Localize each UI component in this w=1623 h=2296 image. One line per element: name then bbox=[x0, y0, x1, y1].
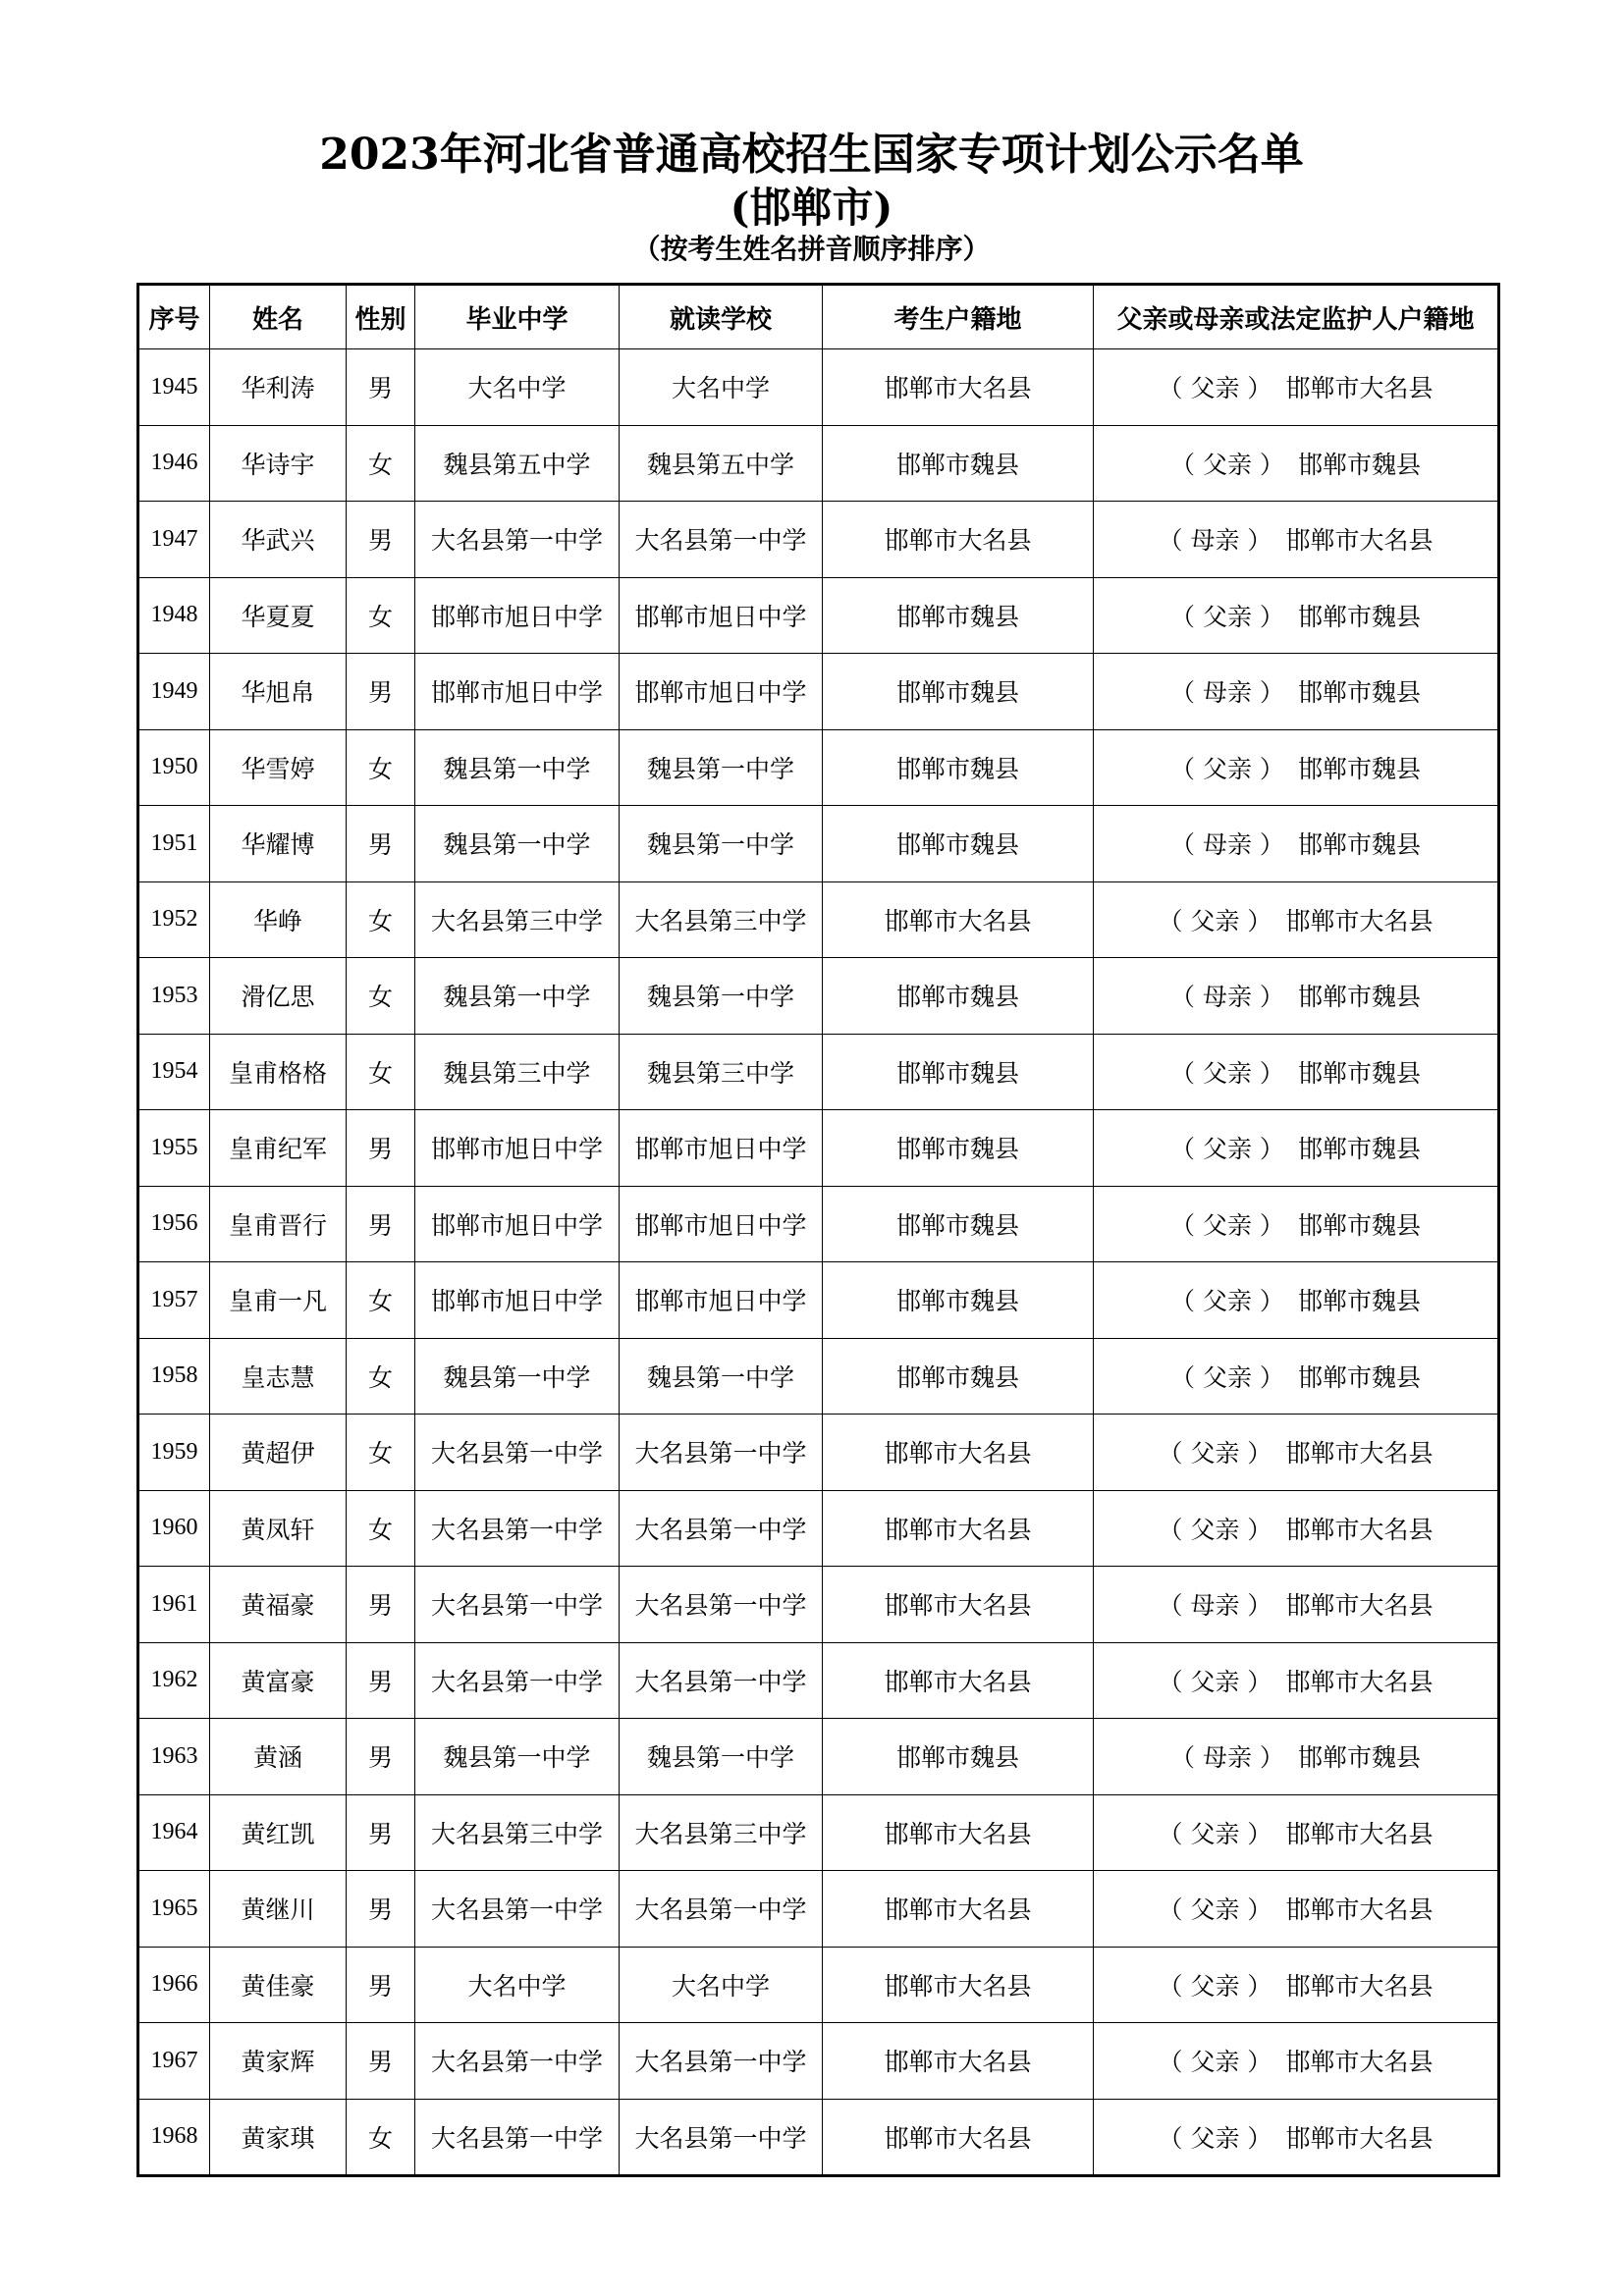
cell-graduation-school: 大名县第一中学 bbox=[415, 2099, 620, 2176]
guardian-hukou-place: 邯郸市魏县 bbox=[1297, 830, 1421, 860]
table-row bbox=[138, 958, 1499, 1035]
cell-student-hukou: 邯郸市大名县 bbox=[823, 1947, 1094, 2023]
guardian-relation: （ 母亲 ） bbox=[1158, 1591, 1272, 1621]
cell-name: 皇甫晋行 bbox=[210, 1186, 347, 1262]
guardian-relation: （ 母亲 ） bbox=[1170, 983, 1284, 1012]
guardian-relation: （ 父亲 ） bbox=[1170, 1362, 1284, 1392]
cell-guardian-hukou bbox=[1094, 425, 1499, 502]
guardian-hukou-place: 邯郸市魏县 bbox=[1297, 602, 1421, 631]
cell-student-hukou: 邯郸市大名县 bbox=[823, 2099, 1094, 2176]
cell-name: 黄福豪 bbox=[210, 1567, 347, 1643]
document-title: 2023年河北省普通高校招生国家专项计划公示名单 bbox=[319, 130, 1304, 180]
cell-graduation-school: 大名中学 bbox=[415, 1947, 620, 2023]
guardian-hukou-place: 邯郸市魏县 bbox=[1297, 1287, 1421, 1316]
table-row bbox=[138, 1415, 1499, 1491]
cell-graduation-school: 大名县第一中学 bbox=[415, 1871, 620, 1948]
guardian-hukou-place: 邯郸市魏县 bbox=[1297, 678, 1421, 708]
guardian-hukou-place: 邯郸市大名县 bbox=[1285, 2048, 1434, 2077]
table-row bbox=[138, 502, 1499, 578]
cell-guardian-hukou bbox=[1094, 1110, 1499, 1187]
cell-name: 华耀博 bbox=[210, 806, 347, 882]
guardian-relation: （ 母亲 ） bbox=[1170, 1743, 1284, 1773]
cell-current-school: 邯郸市旭日中学 bbox=[620, 577, 823, 654]
cell-name: 皇甫格格 bbox=[210, 1034, 347, 1110]
guardian-hukou-place: 邯郸市大名县 bbox=[1285, 1819, 1434, 1848]
cell-serial: 1947 bbox=[138, 502, 210, 578]
cell-serial: 1967 bbox=[138, 2023, 210, 2100]
cell-serial: 1952 bbox=[138, 881, 210, 958]
cell-current-school: 魏县第一中学 bbox=[620, 1338, 823, 1415]
cell-serial: 1953 bbox=[138, 958, 210, 1035]
cell-graduation-school: 魏县第一中学 bbox=[415, 1719, 620, 1795]
guardian-hukou-place: 邯郸市大名县 bbox=[1285, 374, 1434, 403]
cell-student-hukou: 邯郸市魏县 bbox=[823, 958, 1094, 1035]
document-sort-note: （按考生姓名拼音顺序排序） bbox=[632, 233, 991, 265]
cell-student-hukou: 邯郸市大名县 bbox=[823, 1794, 1094, 1871]
cell-name: 黄家辉 bbox=[210, 2023, 347, 2100]
cell-name: 黄佳豪 bbox=[210, 1947, 347, 2023]
guardian-relation: （ 母亲 ） bbox=[1170, 678, 1284, 708]
cell-gender: 男 bbox=[347, 1642, 415, 1719]
cell-graduation-school: 大名县第一中学 bbox=[415, 1567, 620, 1643]
guardian-relation: （ 父亲 ） bbox=[1158, 2048, 1272, 2077]
guardian-hukou-place: 邯郸市大名县 bbox=[1285, 1439, 1434, 1468]
cell-current-school: 魏县第三中学 bbox=[620, 1034, 823, 1110]
guardian-relation: （ 母亲 ） bbox=[1170, 830, 1284, 860]
table-row bbox=[138, 2099, 1499, 2176]
cell-name: 黄超伊 bbox=[210, 1415, 347, 1491]
cell-gender: 女 bbox=[347, 958, 415, 1035]
guardian-hukou-place: 邯郸市大名县 bbox=[1285, 526, 1434, 556]
guardian-hukou-place: 邯郸市魏县 bbox=[1297, 754, 1421, 783]
cell-serial: 1946 bbox=[138, 425, 210, 502]
cell-graduation-school: 魏县第三中学 bbox=[415, 1034, 620, 1110]
cell-gender: 女 bbox=[347, 1262, 415, 1339]
cell-student-hukou: 邯郸市大名县 bbox=[823, 502, 1094, 578]
cell-gender: 男 bbox=[347, 349, 415, 426]
cell-serial: 1954 bbox=[138, 1034, 210, 1110]
cell-serial: 1965 bbox=[138, 1871, 210, 1948]
table-row bbox=[138, 425, 1499, 502]
cell-student-hukou: 邯郸市大名县 bbox=[823, 1490, 1094, 1567]
cell-gender: 男 bbox=[347, 1567, 415, 1643]
cell-gender: 男 bbox=[347, 1947, 415, 2023]
table-row bbox=[138, 1642, 1499, 1719]
cell-gender: 女 bbox=[347, 1338, 415, 1415]
cell-graduation-school: 大名县第一中学 bbox=[415, 1490, 620, 1567]
cell-student-hukou: 邯郸市大名县 bbox=[823, 1415, 1094, 1491]
cell-graduation-school: 魏县第一中学 bbox=[415, 729, 620, 806]
cell-current-school: 大名中学 bbox=[620, 349, 823, 426]
cell-current-school: 邯郸市旭日中学 bbox=[620, 1186, 823, 1262]
cell-student-hukou: 邯郸市魏县 bbox=[823, 1262, 1094, 1339]
table-row bbox=[138, 654, 1499, 730]
cell-student-hukou: 邯郸市大名县 bbox=[823, 349, 1094, 426]
cell-current-school: 邯郸市旭日中学 bbox=[620, 1110, 823, 1187]
cell-name: 皇志慧 bbox=[210, 1338, 347, 1415]
cell-current-school: 大名县第一中学 bbox=[620, 2099, 823, 2176]
guardian-relation: （ 父亲 ） bbox=[1158, 906, 1272, 935]
guardian-relation: （ 父亲 ） bbox=[1170, 1287, 1284, 1316]
cell-serial: 1959 bbox=[138, 1415, 210, 1491]
guardian-relation: （ 父亲 ） bbox=[1158, 1896, 1272, 1925]
cell-current-school: 魏县第一中学 bbox=[620, 729, 823, 806]
cell-graduation-school: 大名县第一中学 bbox=[415, 502, 620, 578]
guardian-relation: （ 父亲 ） bbox=[1158, 1515, 1272, 1544]
guardian-relation: （ 父亲 ） bbox=[1158, 1439, 1272, 1468]
cell-serial: 1968 bbox=[138, 2099, 210, 2176]
guardian-hukou-place: 邯郸市魏县 bbox=[1297, 1058, 1421, 1088]
table-row bbox=[138, 806, 1499, 882]
cell-name: 滑亿思 bbox=[210, 958, 347, 1035]
cell-serial: 1949 bbox=[138, 654, 210, 730]
cell-graduation-school: 大名县第一中学 bbox=[415, 2023, 620, 2100]
table-row bbox=[138, 1034, 1499, 1110]
cell-guardian-hukou bbox=[1094, 1642, 1499, 1719]
cell-name: 华诗宇 bbox=[210, 425, 347, 502]
header-name: 姓名 bbox=[210, 285, 347, 349]
guardian-relation: （ 父亲 ） bbox=[1170, 1058, 1284, 1088]
cell-graduation-school: 邯郸市旭日中学 bbox=[415, 1186, 620, 1262]
cell-guardian-hukou bbox=[1094, 2023, 1499, 2100]
table-row bbox=[138, 1262, 1499, 1339]
cell-name: 黄富豪 bbox=[210, 1642, 347, 1719]
guardian-relation: （ 父亲 ） bbox=[1158, 1819, 1272, 1848]
cell-current-school: 邯郸市旭日中学 bbox=[620, 654, 823, 730]
cell-student-hukou: 邯郸市魏县 bbox=[823, 425, 1094, 502]
cell-student-hukou: 邯郸市魏县 bbox=[823, 577, 1094, 654]
cell-guardian-hukou bbox=[1094, 958, 1499, 1035]
cell-student-hukou: 邯郸市大名县 bbox=[823, 1567, 1094, 1643]
cell-guardian-hukou bbox=[1094, 1871, 1499, 1948]
cell-current-school: 大名县第一中学 bbox=[620, 1490, 823, 1567]
table-row bbox=[138, 349, 1499, 426]
guardian-relation: （ 父亲 ） bbox=[1158, 1667, 1272, 1696]
table-row bbox=[138, 1567, 1499, 1643]
cell-graduation-school: 魏县第一中学 bbox=[415, 806, 620, 882]
guardian-hukou-place: 邯郸市魏县 bbox=[1297, 1210, 1421, 1240]
cell-graduation-school: 大名县第一中学 bbox=[415, 1415, 620, 1491]
guardian-relation: （ 父亲 ） bbox=[1170, 754, 1284, 783]
roster-table bbox=[136, 283, 1500, 2177]
cell-name: 华雪婷 bbox=[210, 729, 347, 806]
table-row bbox=[138, 1186, 1499, 1262]
cell-guardian-hukou bbox=[1094, 1415, 1499, 1491]
cell-student-hukou: 邯郸市魏县 bbox=[823, 1338, 1094, 1415]
header-graduation-school: 毕业中学 bbox=[415, 285, 620, 349]
cell-graduation-school: 魏县第一中学 bbox=[415, 958, 620, 1035]
table-row bbox=[138, 1871, 1499, 1948]
guardian-relation: （ 父亲 ） bbox=[1170, 1210, 1284, 1240]
cell-current-school: 魏县第一中学 bbox=[620, 958, 823, 1035]
cell-serial: 1955 bbox=[138, 1110, 210, 1187]
header-current-school: 就读学校 bbox=[620, 285, 823, 349]
cell-gender: 女 bbox=[347, 2099, 415, 2176]
cell-current-school: 魏县第一中学 bbox=[620, 806, 823, 882]
table-row bbox=[138, 729, 1499, 806]
cell-guardian-hukou bbox=[1094, 1567, 1499, 1643]
cell-student-hukou: 邯郸市大名县 bbox=[823, 1871, 1094, 1948]
cell-gender: 男 bbox=[347, 1186, 415, 1262]
table-row bbox=[138, 1719, 1499, 1795]
cell-name: 黄凤轩 bbox=[210, 1490, 347, 1567]
cell-gender: 女 bbox=[347, 1490, 415, 1567]
cell-serial: 1962 bbox=[138, 1642, 210, 1719]
cell-gender: 女 bbox=[347, 577, 415, 654]
table-row bbox=[138, 2023, 1499, 2100]
cell-current-school: 大名县第一中学 bbox=[620, 1871, 823, 1948]
cell-guardian-hukou bbox=[1094, 806, 1499, 882]
cell-guardian-hukou bbox=[1094, 1947, 1499, 2023]
guardian-hukou-place: 邯郸市魏县 bbox=[1297, 983, 1421, 1012]
cell-current-school: 魏县第一中学 bbox=[620, 1719, 823, 1795]
cell-gender: 男 bbox=[347, 1110, 415, 1187]
cell-guardian-hukou bbox=[1094, 1490, 1499, 1567]
cell-graduation-school: 大名县第三中学 bbox=[415, 881, 620, 958]
guardian-relation: （ 父亲 ） bbox=[1158, 2123, 1272, 2153]
cell-name: 黄涵 bbox=[210, 1719, 347, 1795]
cell-current-school: 大名县第一中学 bbox=[620, 1415, 823, 1491]
cell-gender: 男 bbox=[347, 806, 415, 882]
cell-name: 黄继川 bbox=[210, 1871, 347, 1948]
cell-graduation-school: 大名县第三中学 bbox=[415, 1794, 620, 1871]
cell-student-hukou: 邯郸市魏县 bbox=[823, 1186, 1094, 1262]
guardian-hukou-place: 邯郸市大名县 bbox=[1285, 1896, 1434, 1925]
cell-name: 黄红凯 bbox=[210, 1794, 347, 1871]
guardian-hukou-place: 邯郸市大名县 bbox=[1285, 1971, 1434, 2001]
cell-current-school: 大名县第三中学 bbox=[620, 881, 823, 958]
cell-graduation-school: 大名县第一中学 bbox=[415, 1642, 620, 1719]
cell-serial: 1956 bbox=[138, 1186, 210, 1262]
cell-name: 黄家琪 bbox=[210, 2099, 347, 2176]
cell-serial: 1945 bbox=[138, 349, 210, 426]
cell-gender: 男 bbox=[347, 502, 415, 578]
cell-graduation-school: 邯郸市旭日中学 bbox=[415, 577, 620, 654]
guardian-relation: （ 母亲 ） bbox=[1158, 526, 1272, 556]
cell-guardian-hukou bbox=[1094, 1794, 1499, 1871]
cell-name: 华峥 bbox=[210, 881, 347, 958]
guardian-hukou-place: 邯郸市魏县 bbox=[1297, 1135, 1421, 1164]
guardian-relation: （ 父亲 ） bbox=[1158, 1971, 1272, 2001]
cell-serial: 1957 bbox=[138, 1262, 210, 1339]
cell-graduation-school: 邯郸市旭日中学 bbox=[415, 1110, 620, 1187]
cell-gender: 女 bbox=[347, 1415, 415, 1491]
cell-serial: 1961 bbox=[138, 1567, 210, 1643]
cell-serial: 1948 bbox=[138, 577, 210, 654]
cell-graduation-school: 邯郸市旭日中学 bbox=[415, 654, 620, 730]
cell-gender: 女 bbox=[347, 729, 415, 806]
guardian-hukou-place: 邯郸市魏县 bbox=[1297, 1743, 1421, 1773]
cell-guardian-hukou bbox=[1094, 729, 1499, 806]
cell-serial: 1950 bbox=[138, 729, 210, 806]
cell-name: 皇甫一凡 bbox=[210, 1262, 347, 1339]
cell-student-hukou: 邯郸市大名县 bbox=[823, 1642, 1094, 1719]
cell-guardian-hukou bbox=[1094, 349, 1499, 426]
guardian-relation: （ 父亲 ） bbox=[1170, 602, 1284, 631]
cell-guardian-hukou bbox=[1094, 654, 1499, 730]
cell-guardian-hukou bbox=[1094, 1338, 1499, 1415]
cell-graduation-school: 大名中学 bbox=[415, 349, 620, 426]
cell-serial: 1951 bbox=[138, 806, 210, 882]
cell-name: 华武兴 bbox=[210, 502, 347, 578]
guardian-hukou-place: 邯郸市大名县 bbox=[1285, 1667, 1434, 1696]
table-row bbox=[138, 577, 1499, 654]
cell-guardian-hukou bbox=[1094, 1719, 1499, 1795]
guardian-hukou-place: 邯郸市魏县 bbox=[1297, 450, 1421, 479]
cell-current-school: 邯郸市旭日中学 bbox=[620, 1262, 823, 1339]
cell-student-hukou: 邯郸市魏县 bbox=[823, 806, 1094, 882]
cell-guardian-hukou bbox=[1094, 2099, 1499, 2176]
guardian-relation: （ 父亲 ） bbox=[1170, 1135, 1284, 1164]
table-header-row bbox=[138, 285, 1499, 349]
cell-serial: 1964 bbox=[138, 1794, 210, 1871]
cell-gender: 女 bbox=[347, 881, 415, 958]
cell-name: 华旭帛 bbox=[210, 654, 347, 730]
cell-serial: 1963 bbox=[138, 1719, 210, 1795]
guardian-relation: （ 父亲 ） bbox=[1170, 450, 1284, 479]
document-subtitle-city: (邯郸市) bbox=[730, 184, 893, 232]
cell-current-school: 魏县第五中学 bbox=[620, 425, 823, 502]
guardian-hukou-place: 邯郸市大名县 bbox=[1285, 2123, 1434, 2153]
cell-gender: 男 bbox=[347, 1719, 415, 1795]
cell-current-school: 大名县第一中学 bbox=[620, 502, 823, 578]
table-row bbox=[138, 881, 1499, 958]
header-serial: 序号 bbox=[138, 285, 210, 349]
cell-gender: 男 bbox=[347, 2023, 415, 2100]
cell-student-hukou: 邯郸市魏县 bbox=[823, 1719, 1094, 1795]
cell-current-school: 大名县第三中学 bbox=[620, 1794, 823, 1871]
guardian-relation: （ 父亲 ） bbox=[1158, 374, 1272, 403]
cell-serial: 1966 bbox=[138, 1947, 210, 2023]
cell-gender: 女 bbox=[347, 1034, 415, 1110]
cell-student-hukou: 邯郸市魏县 bbox=[823, 729, 1094, 806]
cell-gender: 男 bbox=[347, 654, 415, 730]
cell-student-hukou: 邯郸市大名县 bbox=[823, 881, 1094, 958]
guardian-hukou-place: 邯郸市大名县 bbox=[1285, 1515, 1434, 1544]
cell-current-school: 大名中学 bbox=[620, 1947, 823, 2023]
guardian-hukou-place: 邯郸市大名县 bbox=[1285, 1591, 1434, 1621]
cell-gender: 男 bbox=[347, 1871, 415, 1948]
guardian-hukou-place: 邯郸市大名县 bbox=[1285, 906, 1434, 935]
table-row bbox=[138, 1490, 1499, 1567]
cell-name: 华利涛 bbox=[210, 349, 347, 426]
table-row bbox=[138, 1794, 1499, 1871]
cell-guardian-hukou bbox=[1094, 502, 1499, 578]
cell-gender: 女 bbox=[347, 425, 415, 502]
cell-student-hukou: 邯郸市魏县 bbox=[823, 1110, 1094, 1187]
table-row bbox=[138, 1338, 1499, 1415]
header-guardian-hukou: 父亲或母亲或法定监护人户籍地 bbox=[1094, 285, 1499, 349]
guardian-hukou-place: 邯郸市魏县 bbox=[1297, 1362, 1421, 1392]
cell-current-school: 大名县第一中学 bbox=[620, 2023, 823, 2100]
cell-guardian-hukou bbox=[1094, 1262, 1499, 1339]
cell-student-hukou: 邯郸市大名县 bbox=[823, 2023, 1094, 2100]
table-row bbox=[138, 1947, 1499, 2023]
cell-guardian-hukou bbox=[1094, 577, 1499, 654]
header-gender: 性别 bbox=[347, 285, 415, 349]
cell-student-hukou: 邯郸市魏县 bbox=[823, 654, 1094, 730]
cell-graduation-school: 魏县第五中学 bbox=[415, 425, 620, 502]
table-body bbox=[138, 349, 1499, 2176]
cell-serial: 1958 bbox=[138, 1338, 210, 1415]
cell-name: 皇甫纪军 bbox=[210, 1110, 347, 1187]
cell-student-hukou: 邯郸市魏县 bbox=[823, 1034, 1094, 1110]
cell-guardian-hukou bbox=[1094, 881, 1499, 958]
cell-current-school: 大名县第一中学 bbox=[620, 1567, 823, 1643]
cell-current-school: 大名县第一中学 bbox=[620, 1642, 823, 1719]
table-row bbox=[138, 1110, 1499, 1187]
cell-graduation-school: 邯郸市旭日中学 bbox=[415, 1262, 620, 1339]
cell-graduation-school: 魏县第一中学 bbox=[415, 1338, 620, 1415]
cell-gender: 男 bbox=[347, 1794, 415, 1871]
cell-guardian-hukou bbox=[1094, 1186, 1499, 1262]
cell-guardian-hukou bbox=[1094, 1034, 1499, 1110]
cell-serial: 1960 bbox=[138, 1490, 210, 1567]
cell-name: 华夏夏 bbox=[210, 577, 347, 654]
header-student-hukou: 考生户籍地 bbox=[823, 285, 1094, 349]
